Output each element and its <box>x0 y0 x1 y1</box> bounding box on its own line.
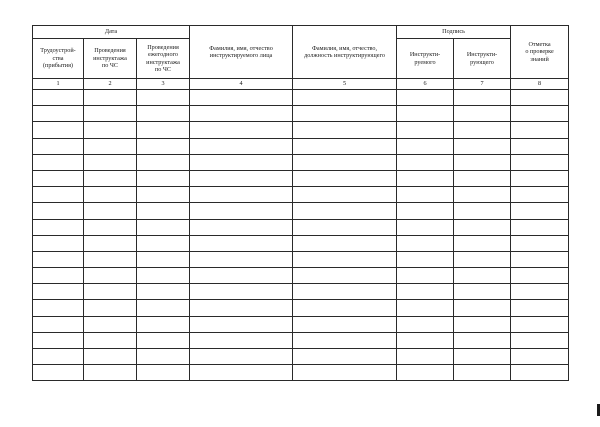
annual-instruction-date-cell[interactable] <box>137 349 190 365</box>
trainee-signature-cell[interactable] <box>397 138 454 154</box>
annual-instruction-date-cell[interactable] <box>137 219 190 235</box>
trainee-signature-cell[interactable] <box>397 300 454 316</box>
annual-instruction-date-cell[interactable] <box>137 284 190 300</box>
trainee-signature-cell[interactable] <box>397 154 454 170</box>
table-row <box>33 284 569 300</box>
instructor-name-cell[interactable] <box>293 203 397 219</box>
column-number: 2 <box>84 79 137 90</box>
table-row <box>33 268 569 284</box>
trainee-name-cell[interactable] <box>190 332 293 348</box>
annual-instruction-date-cell[interactable] <box>137 300 190 316</box>
trainee-signature-cell[interactable] <box>397 365 454 381</box>
instructor-signature-cell[interactable] <box>454 300 511 316</box>
instruction-date-cell[interactable] <box>84 90 137 106</box>
trainee-signature-cell[interactable] <box>397 284 454 300</box>
table-row <box>33 365 569 381</box>
knowledge-check-cell[interactable] <box>511 170 569 186</box>
instructor-name-cell[interactable] <box>293 268 397 284</box>
instructor-signature-cell[interactable] <box>454 332 511 348</box>
table-row <box>33 332 569 348</box>
annual-instruction-date-cell[interactable] <box>137 235 190 251</box>
table-row <box>33 203 569 219</box>
instruction-date-cell[interactable] <box>84 187 137 203</box>
instructor-signature-cell[interactable] <box>454 170 511 186</box>
instructor-name-cell[interactable] <box>293 365 397 381</box>
column-number: 1 <box>33 79 84 90</box>
column-number: 4 <box>190 79 293 90</box>
knowledge-check-label: Отметка о проверке знаний <box>525 40 554 63</box>
annual-instruction-date-header <box>137 39 190 79</box>
instructor-name-label: Фамилия, имя, отчество, должность инструктирующего <box>304 44 385 59</box>
column-number: 3 <box>137 79 190 90</box>
instruction-date-cell[interactable] <box>84 122 137 138</box>
trainee-signature-cell[interactable] <box>397 349 454 365</box>
knowledge-check-cell[interactable] <box>511 332 569 348</box>
trainee-name-cell[interactable] <box>190 219 293 235</box>
instruction-date-cell[interactable] <box>84 349 137 365</box>
instruction-date-cell[interactable] <box>84 170 137 186</box>
instruction-date-cell[interactable] <box>84 251 137 267</box>
trainee-signature-label: Инструкти- руемого <box>409 51 441 66</box>
knowledge-check-cell[interactable] <box>511 138 569 154</box>
instruction-date-cell[interactable] <box>84 332 137 348</box>
employment-date-cell[interactable] <box>33 203 84 219</box>
instructor-signature-cell[interactable] <box>454 90 511 106</box>
employment-date-cell[interactable] <box>33 268 84 284</box>
knowledge-check-cell[interactable] <box>511 284 569 300</box>
instruction-date-cell[interactable] <box>84 316 137 332</box>
table-row <box>33 251 569 267</box>
employment-date-header <box>33 39 84 79</box>
instructor-signature-cell[interactable] <box>454 219 511 235</box>
instruction-date-cell[interactable] <box>84 365 137 381</box>
knowledge-check-cell[interactable] <box>511 122 569 138</box>
instructor-name-cell[interactable] <box>293 154 397 170</box>
instruction-date-label: Проведения инструктажа по ЧС <box>93 47 127 70</box>
instruction-date-cell[interactable] <box>84 268 137 284</box>
table-row <box>33 90 569 106</box>
trainee-name-cell[interactable] <box>190 349 293 365</box>
instructor-name-cell[interactable] <box>293 332 397 348</box>
trainee-name-cell[interactable] <box>190 316 293 332</box>
trainee-name-cell[interactable] <box>190 122 293 138</box>
annual-instruction-date-cell[interactable] <box>137 332 190 348</box>
instructor-signature-cell[interactable] <box>454 122 511 138</box>
table-row <box>33 154 569 170</box>
employment-date-cell[interactable] <box>33 219 84 235</box>
table-row <box>33 349 569 365</box>
trainee-name-cell[interactable] <box>190 203 293 219</box>
trainee-signature-cell[interactable] <box>397 219 454 235</box>
annual-instruction-date-cell[interactable] <box>137 170 190 186</box>
instructor-signature-cell[interactable] <box>454 154 511 170</box>
annual-instruction-date-cell[interactable] <box>137 122 190 138</box>
trainee-signature-header <box>397 39 454 79</box>
instructor-signature-cell[interactable] <box>454 349 511 365</box>
instruction-date-cell[interactable] <box>84 300 137 316</box>
column-number: 6 <box>397 79 454 90</box>
instructor-signature-cell[interactable] <box>454 365 511 381</box>
table-row <box>33 106 569 122</box>
employment-date-cell[interactable] <box>33 284 84 300</box>
instruction-date-cell[interactable] <box>84 235 137 251</box>
knowledge-check-cell[interactable] <box>511 235 569 251</box>
employment-date-cell[interactable] <box>33 122 84 138</box>
column-number: 7 <box>454 79 511 90</box>
trainee-signature-cell[interactable] <box>397 122 454 138</box>
trainee-signature-cell[interactable] <box>397 268 454 284</box>
annual-instruction-date-cell[interactable] <box>137 90 190 106</box>
employment-date-cell[interactable] <box>33 170 84 186</box>
trainee-signature-cell[interactable] <box>397 170 454 186</box>
trainee-signature-cell[interactable] <box>397 332 454 348</box>
knowledge-check-cell[interactable] <box>511 203 569 219</box>
trainee-name-cell[interactable] <box>190 90 293 106</box>
employment-date-cell[interactable] <box>33 235 84 251</box>
instruction-date-cell[interactable] <box>84 203 137 219</box>
trainee-name-cell[interactable] <box>190 170 293 186</box>
instruction-date-header <box>84 39 137 79</box>
employment-date-cell[interactable] <box>33 365 84 381</box>
employment-date-cell[interactable] <box>33 332 84 348</box>
knowledge-check-cell[interactable] <box>511 268 569 284</box>
trainee-signature-cell[interactable] <box>397 251 454 267</box>
trainee-name-cell[interactable] <box>190 106 293 122</box>
instructor-name-cell[interactable] <box>293 349 397 365</box>
employment-date-cell[interactable] <box>33 300 84 316</box>
annual-instruction-date-cell[interactable] <box>137 203 190 219</box>
annual-instruction-date-cell[interactable] <box>137 251 190 267</box>
instruction-log-table <box>32 25 569 381</box>
table-row <box>33 170 569 186</box>
instruction-date-cell[interactable] <box>84 138 137 154</box>
instructor-signature-cell[interactable] <box>454 251 511 267</box>
knowledge-check-cell[interactable] <box>511 187 569 203</box>
instructor-signature-cell[interactable] <box>454 203 511 219</box>
employment-date-label: Трудоустрой- ства (прибытия) <box>40 47 76 70</box>
annual-instruction-date-cell[interactable] <box>137 154 190 170</box>
table-row <box>33 235 569 251</box>
instruction-date-cell[interactable] <box>84 106 137 122</box>
instructor-name-cell[interactable] <box>293 251 397 267</box>
trainee-name-cell[interactable] <box>190 268 293 284</box>
employment-date-cell[interactable] <box>33 187 84 203</box>
trainee-name-cell[interactable] <box>190 154 293 170</box>
knowledge-check-cell[interactable] <box>511 251 569 267</box>
table-row <box>33 138 569 154</box>
instructor-name-cell[interactable] <box>293 170 397 186</box>
date-group-header: Дата <box>33 26 190 39</box>
knowledge-check-cell[interactable] <box>511 349 569 365</box>
instructor-name-cell[interactable] <box>293 300 397 316</box>
column-number-row <box>33 79 569 90</box>
trainee-signature-cell[interactable] <box>397 106 454 122</box>
employment-date-cell[interactable] <box>33 316 84 332</box>
employment-date-cell[interactable] <box>33 106 84 122</box>
instructor-name-cell[interactable] <box>293 284 397 300</box>
instructor-name-cell[interactable] <box>293 122 397 138</box>
instructor-signature-cell[interactable] <box>454 316 511 332</box>
instruction-date-cell[interactable] <box>84 219 137 235</box>
knowledge-check-cell[interactable] <box>511 300 569 316</box>
trainee-signature-cell[interactable] <box>397 187 454 203</box>
trainee-name-cell[interactable] <box>190 284 293 300</box>
annual-instruction-date-cell[interactable] <box>137 365 190 381</box>
instruction-date-cell[interactable] <box>84 284 137 300</box>
annual-instruction-date-cell[interactable] <box>137 187 190 203</box>
annual-instruction-date-label: Проведения ежегодного инструктажа по ЧС <box>146 43 180 73</box>
trainee-name-cell[interactable] <box>190 300 293 316</box>
instructor-name-cell[interactable] <box>293 138 397 154</box>
knowledge-check-header <box>511 26 569 79</box>
trainee-signature-cell[interactable] <box>397 90 454 106</box>
annual-instruction-date-cell[interactable] <box>137 268 190 284</box>
employment-date-cell[interactable] <box>33 90 84 106</box>
trainee-signature-cell[interactable] <box>397 316 454 332</box>
column-number: 8 <box>511 79 569 90</box>
table-row <box>33 300 569 316</box>
trainee-signature-cell[interactable] <box>397 235 454 251</box>
instructor-signature-cell[interactable] <box>454 187 511 203</box>
trainee-name-cell[interactable] <box>190 138 293 154</box>
knowledge-check-cell[interactable] <box>511 219 569 235</box>
annual-instruction-date-cell[interactable] <box>137 316 190 332</box>
instructor-name-cell[interactable] <box>293 106 397 122</box>
table-row <box>33 187 569 203</box>
employment-date-cell[interactable] <box>33 349 84 365</box>
knowledge-check-cell[interactable] <box>511 154 569 170</box>
table-row <box>33 316 569 332</box>
trainee-name-label: Фамилия, имя, отчество инструктируемого лица <box>209 44 273 59</box>
knowledge-check-cell[interactable] <box>511 106 569 122</box>
employment-date-cell[interactable] <box>33 138 84 154</box>
instructor-name-cell[interactable] <box>293 187 397 203</box>
instructor-signature-cell[interactable] <box>454 268 511 284</box>
instructor-signature-header <box>454 39 511 79</box>
trainee-name-cell[interactable] <box>190 365 293 381</box>
knowledge-check-cell[interactable] <box>511 365 569 381</box>
knowledge-check-cell[interactable] <box>511 90 569 106</box>
trainee-signature-cell[interactable] <box>397 203 454 219</box>
employment-date-cell[interactable] <box>33 251 84 267</box>
instructor-name-cell[interactable] <box>293 90 397 106</box>
annual-instruction-date-cell[interactable] <box>137 106 190 122</box>
trainee-name-cell[interactable] <box>190 187 293 203</box>
trainee-name-cell[interactable] <box>190 251 293 267</box>
signature-group-header: Подпись <box>397 26 511 39</box>
table-row <box>33 219 569 235</box>
column-number: 5 <box>293 79 397 90</box>
instructor-signature-cell[interactable] <box>454 106 511 122</box>
instructor-signature-cell[interactable] <box>454 235 511 251</box>
log-body <box>33 90 569 381</box>
trainee-name-header <box>190 26 293 79</box>
instruction-date-cell[interactable] <box>84 154 137 170</box>
employment-date-cell[interactable] <box>33 154 84 170</box>
instructor-signature-label: Инструкти- рующего <box>466 51 498 66</box>
instructor-name-cell[interactable] <box>293 219 397 235</box>
instructor-name-header <box>293 26 397 79</box>
instructor-name-cell[interactable] <box>293 235 397 251</box>
knowledge-check-cell[interactable] <box>511 316 569 332</box>
instructor-signature-cell[interactable] <box>454 284 511 300</box>
instructor-signature-cell[interactable] <box>454 138 511 154</box>
table-row <box>33 122 569 138</box>
trainee-name-cell[interactable] <box>190 235 293 251</box>
journal-sheet <box>32 25 569 381</box>
annual-instruction-date-cell[interactable] <box>137 138 190 154</box>
instructor-name-cell[interactable] <box>293 316 397 332</box>
